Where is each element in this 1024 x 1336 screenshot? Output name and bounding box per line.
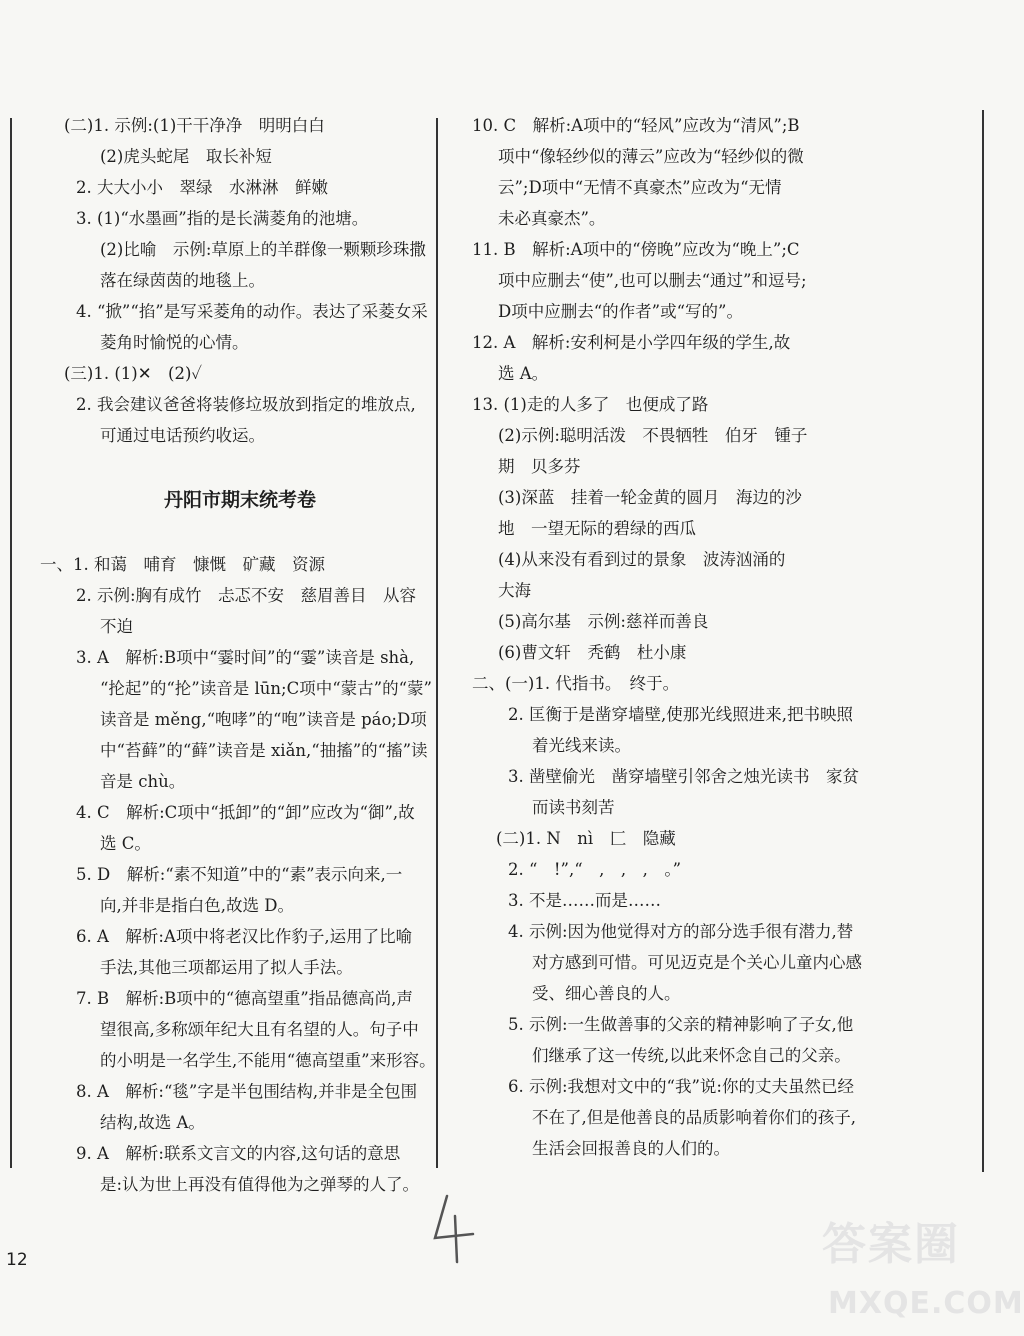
right-margin-rule (982, 110, 984, 1172)
answer-line: 的小明是一名学生,不能用“德高望重”来形容。 (100, 1051, 436, 1070)
answer-line: 5. D 解析:“素不知道”中的“素”表示向来,一 (76, 865, 403, 884)
answer-line: 7. B 解析:B项中的“德高望重”指品德高尚,声 (76, 989, 413, 1008)
answer-line: 菱角时愉悦的心情。 (100, 333, 249, 352)
watermark (800, 1208, 1024, 1333)
left-column (40, 110, 436, 1200)
answer-line: 地 一望无际的碧绿的西瓜 (498, 519, 696, 538)
answer-line: 音是 chù。 (100, 772, 186, 791)
answer-line: (6)曹文轩 秃鹤 杜小康 (498, 643, 687, 662)
answer-line: 2. “ !”,“ , , , 。” (508, 860, 682, 879)
answer-line: 云”;D项中“无情不真豪杰”应改为“无情 (498, 178, 782, 197)
answer-line: 受、细心善良的人。 (532, 984, 681, 1003)
answer-line: 2. 匡衡于是凿穿墙壁,使那光线照进来,把书映照 (508, 705, 853, 724)
answer-line: D项中应删去“的作者”或“写的”。 (498, 302, 743, 321)
answer-line: (2)比喻 示例:草原上的羊群像一颗颗珍珠撒 (100, 240, 426, 259)
answer-line: (2)示例:聪明活泼 不畏牺牲 伯牙 锺子 (498, 426, 808, 445)
watermark-domain: MXQE.COM (828, 1286, 1024, 1321)
answer-line: (二)1. N nì 匚 隐藏 (496, 829, 676, 848)
answer-line: (二)1. 示例:(1)干干净净 明明白白 (64, 116, 325, 135)
answer-line: 手法,其他三项都运用了拟人手法。 (100, 958, 353, 977)
handwritten-mark (425, 1190, 485, 1270)
answer-line: 3. (1)“水墨画”指的是长满菱角的池塘。 (76, 209, 369, 228)
right-column (472, 110, 862, 1164)
answer-line: 3. A 解析:B项中“霎时间”的“霎”读音是 shà, (76, 648, 415, 667)
answer-line: (4)从来没有看到过的景象 波涛汹涌的 (498, 550, 786, 569)
answer-line: 不在了,但是他善良的品质影响着你们的孩子, (532, 1108, 856, 1127)
answer-line: 8. A 解析:“毯”字是半包围结构,并非是全包围 (76, 1082, 418, 1101)
answer-line: 对方感到可惜。可见迈克是个关心儿童内心感 (532, 953, 862, 972)
answer-line: (5)高尔基 示例:慈祥而善良 (498, 612, 709, 631)
answer-line: 4. C 解析:C项中“抵卸”的“卸”应改为“御”,故 (76, 803, 415, 822)
left-margin-rule (10, 118, 12, 1168)
answer-line: (三)1. (1)✕ (2)✓ (64, 364, 203, 383)
spacer (40, 451, 420, 469)
answer-line: 大海 (498, 581, 531, 600)
answer-line: 着光线来读。 (532, 736, 631, 755)
answer-line: 未必真豪杰”。 (498, 209, 606, 228)
answer-line: 二、(一)1. 代指书。 终于。 (472, 674, 680, 693)
answer-line: (2)虎头蛇尾 取长补短 (100, 147, 272, 166)
answer-line: 6. 示例:我想对文中的“我”说:你的丈夫虽然已经 (508, 1077, 854, 1096)
answer-line: 12. A 解析:安利柯是小学四年级的学生,故 (472, 333, 791, 352)
answer-line: “抡起”的“抡”读音是 lūn;C项中“蒙古”的“蒙” (100, 679, 432, 698)
answer-line: 向,并非是指白色,故选 D。 (100, 896, 294, 915)
answer-line: 不迫 (100, 617, 133, 636)
answer-line: 是:认为世上再没有值得他为之弹琴的人了。 (100, 1175, 420, 1194)
answer-line: 项中应删去“使”,也可以删去“通过”和逗号; (498, 271, 807, 290)
answer-line: 选 A。 (498, 364, 549, 383)
answer-line: 生活会回报善良的人们的。 (532, 1139, 730, 1158)
answer-line: 可通过电话预约收运。 (100, 426, 265, 445)
answer-line: 4. “掀”“掐”是写采菱角的动作。表达了采菱女采 (76, 302, 428, 321)
answer-line: 们继承了这一传统,以此来怀念自己的父亲。 (532, 1046, 851, 1065)
answer-line: 而读书刻苦 (532, 798, 615, 817)
answer-line: 落在绿茵茵的地毯上。 (100, 271, 265, 290)
answer-line: 项中“像轻纱似的薄云”应改为“轻纱似的微 (498, 147, 804, 166)
answer-line: 3. 不是……而是…… (508, 891, 661, 910)
answer-line: 6. A 解析:A项中将老汉比作豹子,运用了比喻 (76, 927, 413, 946)
answer-line: 读音是 měng,“咆哮”的“咆”读音是 páo;D项 (100, 710, 427, 729)
answer-line: 2. 大大小小 翠绿 水淋淋 鲜嫩 (76, 178, 328, 197)
answer-line: 结构,故选 A。 (100, 1113, 205, 1132)
section-title: 丹阳市期末统考卷 (163, 489, 316, 511)
answer-line: 中“苔藓”的“藓”读音是 xiǎn,“抽搐”的“搐”读 (100, 741, 428, 760)
spacer (40, 531, 420, 549)
answer-line: 11. B 解析:A项中的“傍晚”应改为“晚上”;C (472, 240, 800, 259)
answer-line: 一、1. 和蔼 哺育 慷慨 矿藏 资源 (40, 555, 325, 574)
answer-line: 5. 示例:一生做善事的父亲的精神影响了子女,他 (508, 1015, 854, 1034)
column-divider (436, 118, 438, 1168)
answer-line: 2. 我会建议爸爸将装修垃圾放到指定的堆放点, (76, 395, 416, 414)
answer-line: 10. C 解析:A项中的“轻风”应改为“清风”;B (472, 116, 800, 135)
answer-line: 3. 凿壁偷光 凿穿墙壁引邻舍之烛光读书 家贫 (508, 767, 859, 786)
page-number: 12 (6, 1250, 28, 1270)
answer-line: 望很高,多称颂年纪大且有名望的人。句子中 (100, 1020, 419, 1039)
answer-line: 2. 示例:胸有成竹 忐忑不安 慈眉善目 从容 (76, 586, 417, 605)
answer-line: 9. A 解析:联系文言文的内容,这句话的意思 (76, 1144, 401, 1163)
watermark-logo: 答案圈 (822, 1219, 960, 1270)
answer-line: 选 C。 (100, 834, 151, 853)
answer-line: 4. 示例:因为他觉得对方的部分选手很有潜力,替 (508, 922, 854, 941)
answer-line: (3)深蓝 挂着一轮金黄的圆月 海边的沙 (498, 488, 802, 507)
answer-line: 期 贝多芬 (498, 457, 581, 476)
answer-line: 13. (1)走的人多了 也便成了路 (472, 395, 709, 414)
